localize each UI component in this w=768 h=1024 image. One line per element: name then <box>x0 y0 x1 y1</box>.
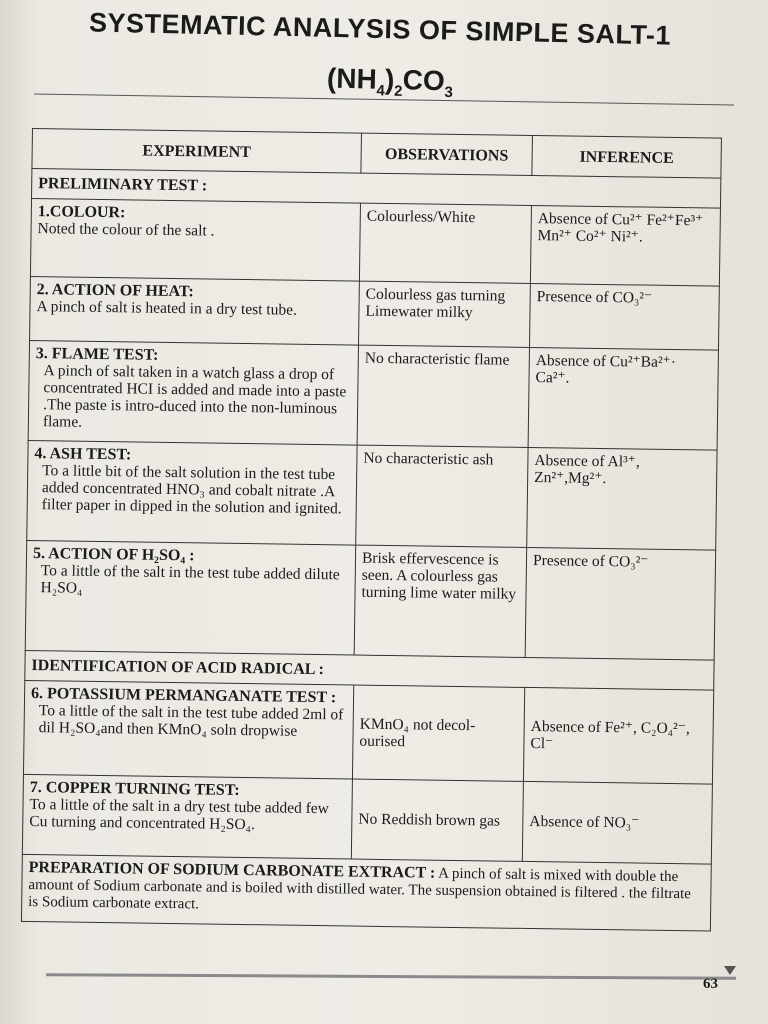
table-row <box>25 540 715 660</box>
experiment-description: To a little of the salt in a dry test tube added few Cu turning and concentrated H₂SO₄. <box>29 796 330 834</box>
analysis-table-wrapper <box>20 128 724 983</box>
inference-cell: Absence of Fe²⁺, C₂O₄²⁻, Cl⁻ <box>523 687 713 784</box>
formula-subscript: 2 <box>393 82 403 100</box>
table-row <box>27 440 717 550</box>
observation-cell: Colourless gas turning Limewater milky <box>359 281 531 347</box>
experiment-heading: 2. ACTION OF HEAT: <box>36 281 194 301</box>
experiment-cell <box>28 340 358 445</box>
extract-text: A pinch of salt is mixed with double the amount of Sodium carbonate and is boiled with distilled water. The suspension obtained is filtered . the filtrate is Sodium carbonate extract. <box>28 865 691 913</box>
extract-cell <box>21 854 711 931</box>
extract-row <box>21 854 711 931</box>
experiment-description: A pinch of salt is heated in a dry test tube. <box>36 298 298 319</box>
inference-cell: Presence of CO₃²⁻ <box>525 547 716 660</box>
page-number: 63 <box>703 976 718 992</box>
experiment-cell <box>23 680 353 779</box>
experiment-cell <box>25 540 356 655</box>
experiment-description: To a little bit of the salt solution in the test tube added concentrated HNO₃ and cobalt nitrate .A filter paper in dipped in the solution and ignited. <box>41 462 342 518</box>
observation-cell: KMnO₄ not decol-ourised <box>352 685 524 781</box>
table-row <box>28 340 718 450</box>
observation-cell: No characteristic ash <box>356 445 528 547</box>
experiment-heading: 4. ASH TEST: <box>34 445 132 464</box>
observation-cell: Brisk effervescence is seen. A colourless gas turning lime water milky <box>354 545 527 657</box>
triangle-marker-icon <box>724 966 736 975</box>
formula-subscript: 3 <box>444 83 454 102</box>
observation-cell: Colourless/White <box>359 203 531 283</box>
column-header-observations: OBSERVATIONS <box>361 133 533 175</box>
experiment-description: To a little of the salt in the test tube added dilute H₂SO₄ <box>40 562 340 597</box>
observation-cell: No characteristic flame <box>357 345 529 447</box>
experiment-cell <box>30 199 360 282</box>
inference-cell: Absence of Cu²⁺ Fe²⁺Fe³⁺ Mn²⁺ Co²⁺ Ni²⁺. <box>530 205 720 286</box>
experiment-cell <box>22 774 352 859</box>
section-title: IDENTIFICATION OF ACID RADICAL : <box>25 650 714 690</box>
formula-subscript: 4 <box>376 82 386 100</box>
experiment-heading: 5. ACTION OF H₂SO₄ : <box>32 545 195 565</box>
table-row <box>30 199 720 287</box>
analysis-table <box>21 128 722 932</box>
experiment-description: To a little of the salt in the test tube added 2ml of dil H₂SO₄and then KMnO₄ soln dropwise <box>38 702 344 740</box>
page-title: SYSTEMATIC ANALYSIS OF SIMPLE SALT-1 <box>88 7 672 51</box>
inference-cell: Absence of Cu²⁺Ba²⁺· Ca²⁺. <box>528 347 718 450</box>
column-header-inference: INFERENCE <box>532 135 722 178</box>
salt-formula <box>280 62 501 103</box>
experiment-heading: 7. COPPER TURNING TEST: <box>29 779 240 799</box>
formula-part: CO <box>402 64 446 97</box>
table-row <box>23 680 713 784</box>
experiment-cell <box>30 276 360 345</box>
column-header-experiment: EXPERIMENT <box>32 129 362 174</box>
experiment-heading: 3. FLAME TEST: <box>35 345 159 364</box>
extract-heading: PREPARATION OF SODIUM CARBONATE EXTRACT : <box>28 859 436 882</box>
experiment-heading: 6. POTASSIUM PERMANGANATE TEST : <box>30 685 337 707</box>
experiment-description: A pinch of salt taken in a watch glass a drop of concentrated HCI is added and made into a paste .The paste is intro-duced into the non-luminous flame. <box>42 362 347 431</box>
experiment-cell <box>27 440 357 545</box>
formula-part: (NH <box>326 62 378 95</box>
table-row <box>30 276 720 350</box>
formula-part: ) <box>384 63 395 96</box>
experiment-description: Noted the colour of the salt . <box>37 220 215 240</box>
inference-cell: Absence of Al³⁺, Zn²⁺,Mg²⁺. <box>527 447 717 550</box>
experiment-heading: 1.COLOUR: <box>37 203 126 222</box>
inference-cell: Absence of NO₃⁻ <box>522 781 712 864</box>
table-row <box>22 774 712 864</box>
observation-cell: No Reddish brown gas <box>351 779 523 861</box>
section-title: PRELIMINARY TEST : <box>32 169 721 209</box>
inference-cell: Presence of CO₃²⁻ <box>529 283 719 350</box>
